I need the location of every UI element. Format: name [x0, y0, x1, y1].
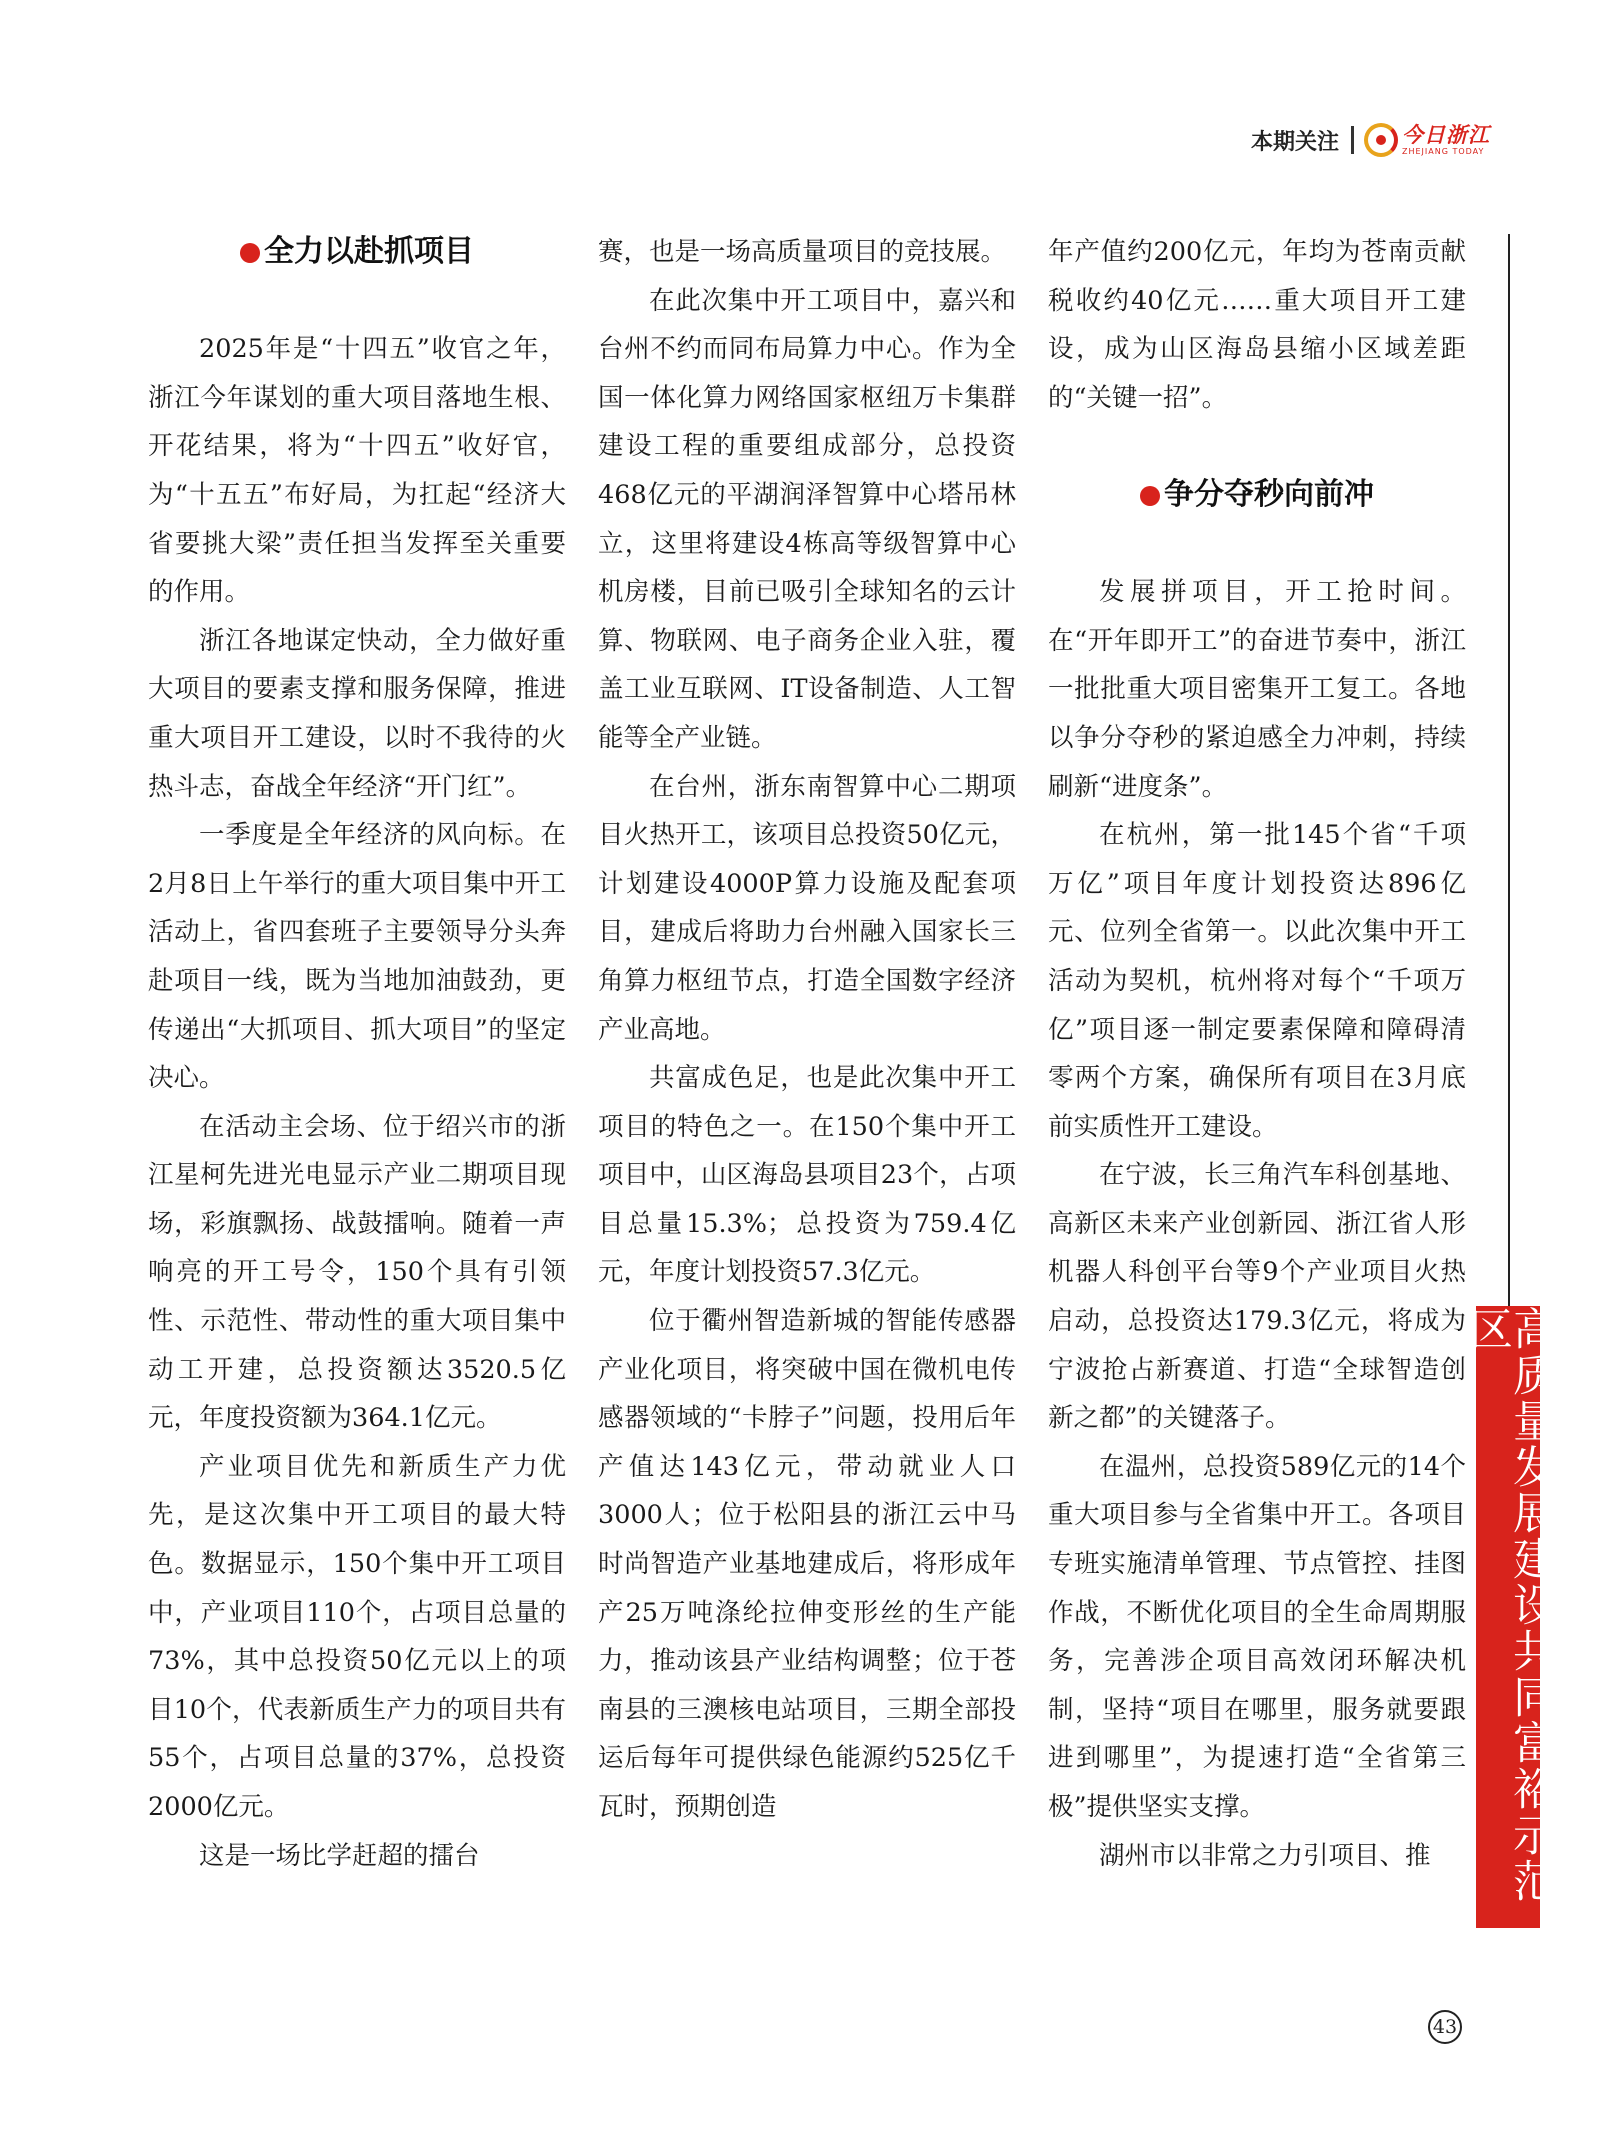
logo-chinese: 今日浙江 [1402, 122, 1490, 147]
page-header [1251, 118, 1490, 162]
page-number: 43 [1428, 2010, 1462, 2044]
article-column-1 [148, 228, 566, 1880]
sun-logo-icon [1364, 123, 1398, 157]
paragraph: 位于衢州智造新城的智能传感器产业化项目，将突破中国在微机电传感器领域的“卡脖子”问题，投用后年产值达143亿元，带动就业人口3000人；位于松阳县的浙江云中马时尚智造产业基地建成后，将形成年产25万吨涤纶拉伸变形丝的生产能力，推动该县产业结构调整；位于苍南县的三澳核电站项目，三期全部投运后每年可提供绿色能源约525亿千瓦时，预期创造 [598, 1306, 1016, 1822]
paragraph-continued: 年产值约200亿元，年均为苍南贡献税收约40亿元……重大项目开工建设，成为山区海岛县缩小区域差距的“关键一招”。 [1048, 237, 1466, 413]
margin-rule [1508, 234, 1510, 1306]
paragraph: 2025年是“十四五”收官之年，浙江今年谋划的重大项目落地生根、开花结果，将为“十四五”收好官，为“十五五”布好局，为扛起“经济大省要挑大梁”责任担当发挥至关重要的作用。 [148, 334, 566, 608]
paragraph: 湖州市以非常之力引项目、推 [1099, 1840, 1431, 1871]
paragraph-continued: 赛，也是一场高质量项目的竞技展。 [598, 237, 1007, 267]
article-column-3 [1048, 228, 1466, 1880]
magazine-logo [1364, 123, 1490, 157]
column-title: 高质量发展建设共同富裕示范区 [1461, 1306, 1556, 1904]
paragraph: 这是一场比学赶超的擂台 [199, 1840, 480, 1871]
header-divider [1351, 126, 1354, 154]
column-title-tab [1461, 1306, 1556, 1928]
paragraph: 在活动主会场、位于绍兴市的浙江星柯先进光电显示产业二期项目现场，彩旗飘扬、战鼓擂响。随着一声响亮的开工号令，150个具有引领性、示范性、带动性的重大项目集中动工开建，总投资额达3520.5亿元，年度投资额为364.1亿元。 [148, 1111, 566, 1434]
red-bullet-icon [240, 243, 260, 263]
paragraph: 在温州，总投资589亿元的14个重大项目参与全省集中开工。各项目专班实施清单管理、节点管控、挂图作战，不断优化项目的全生命周期服务，完善涉企项目高效闭环解决机制，坚持“项目在哪里，服务就要跟进到哪里”，为提速打造“全省第三极”提供坚实支撑。 [1048, 1451, 1466, 1822]
paragraph: 一季度是全年经济的风向标。在2月8日上午举行的重大项目集中开工活动上，省四套班子主要领导分头奔赴项目一线，既为当地加油鼓劲，更传递出“大抓项目、抓大项目”的坚定决心。 [148, 820, 566, 1094]
section-heading-1: 全力以赴抓项目 [148, 228, 566, 277]
article-column-2 [598, 228, 1016, 1832]
paragraph: 发展拼项目，开工抢时间。在“开年即开工”的奋进节奏中，浙江一批批重大项目密集开工复工。各地以争分夺秒的紧迫感全力冲刺，持续刷新“进度条”。 [1048, 577, 1466, 802]
paragraph: 在此次集中开工项目中，嘉兴和台州不约而同布局算力中心。作为全国一体化算力网络国家枢纽万卡集群建设工程的重要组成部分，总投资468亿元的平湖润泽智算中心塔吊林立，这里将建设4栋高等级智算中心机房楼，目前已吸引全球知名的云计算、物联网、电子商务企业入驻，覆盖工业互联网、IT设备制造、人工智能等全产业链。 [598, 285, 1016, 753]
paragraph: 在杭州，第一批145个省“千项万亿”项目年度计划投资达896亿元、位列全省第一。以此次集中开工活动为契机，杭州将对每个“千项万亿”项目逐一制定要素保障和障碍清零两个方案，确保所有项目在3月底前实质性开工建设。 [1048, 820, 1466, 1142]
paragraph: 在台州，浙东南智算中心二期项目火热开工，该项目总投资50亿元，计划建设4000P算力设施及配套项目，建成后将助力台州融入国家长三角算力枢纽节点，打造全国数字经济产业高地。 [598, 771, 1016, 1045]
paragraph: 在宁波，长三角汽车科创基地、高新区未来产业创新园、浙江省人形机器人科创平台等9个产业项目火热启动，总投资达179.3亿元，将成为宁波抢占新赛道、打造“全球智造创新之都”的关键落子。 [1048, 1160, 1466, 1434]
section-label: 本期关注 [1250, 129, 1339, 155]
paragraph: 浙江各地谋定快动，全力做好重大项目的要素支撑和服务保障，推进重大项目开工建设，以时不我待的火热斗志，奋战全年经济“开门红”。 [148, 625, 566, 802]
red-bullet-icon [1140, 486, 1160, 506]
logo-english: ZHEJIANG TODAY [1402, 146, 1485, 156]
paragraph: 产业项目优先和新质生产力优先，是这次集中开工项目的最大特色。数据显示，150个集中开工项目中，产业项目110个，占项目总量的73%，其中总投资50亿元以上的项目10个，代表新质生产力的项目共有55个，占项目总量的37%，总投资2000亿元。 [148, 1451, 566, 1822]
paragraph: 共富成色足，也是此次集中开工项目的特色之一。在150个集中开工项目中，山区海岛县项目23个，占项目总量15.3%；总投资为759.4亿元，年度计划投资57.3亿元。 [598, 1063, 1016, 1288]
section-heading-2: 争分夺秒向前冲 [1048, 471, 1466, 520]
